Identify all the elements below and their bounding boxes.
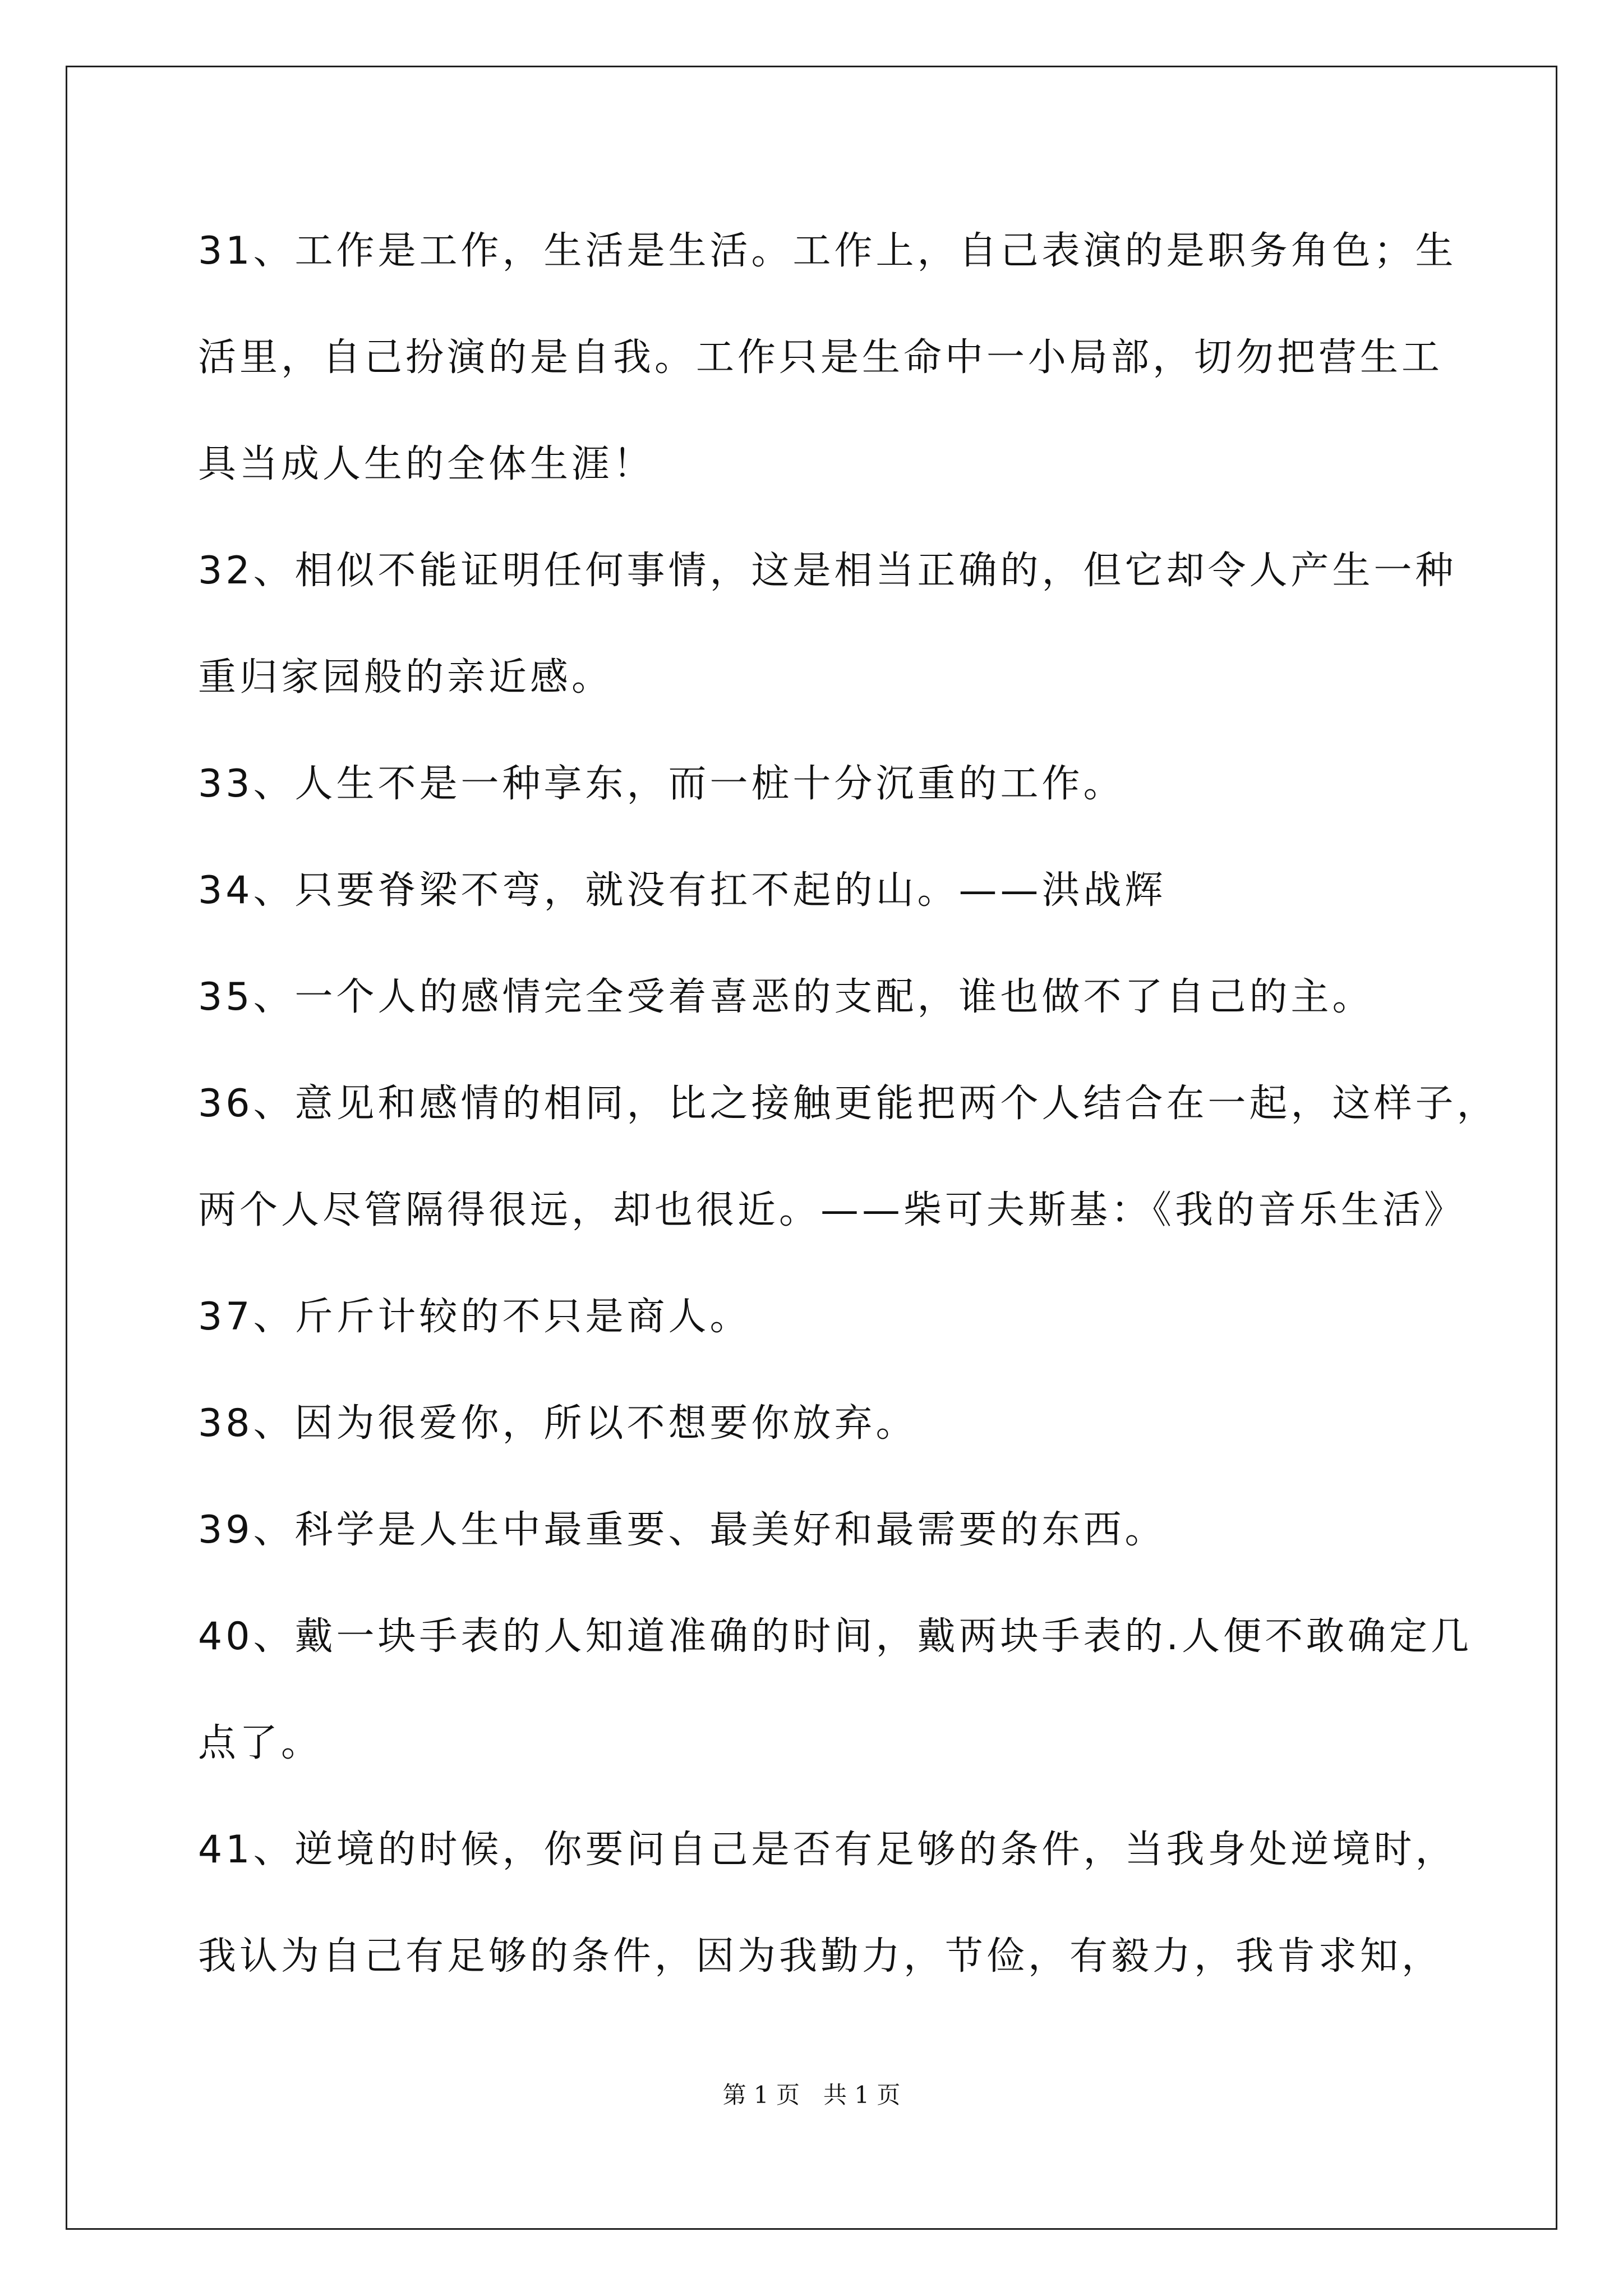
text-line: 37、斤斤计较的不只是商人。 [198,1295,751,1339]
text-line: 41、逆境的时候，你要问自己是否有足够的条件，当我身处逆境时， [198,1828,1457,1872]
page-number: 第 1 页 共 1 页 [722,2081,901,2109]
text-line: 活里，自己扮演的是自我。工作只是生命中一小局部，切勿把营生工 [198,335,1444,380]
text-line: 点了。 [198,1721,323,1765]
text-line: 我认为自己有足够的条件，因为我勤力，节俭，有毅力，我肯求知， [198,1934,1444,1978]
text-line: 32、相似不能证明任何事情，这是相当正确的，但它却令人产生一种 [198,549,1457,593]
text-line: 35、一个人的感情完全受着喜恶的支配，谁也做不了自己的主。 [198,975,1374,1019]
text-line: 31、工作是工作，生活是生活。工作上，自己表演的是职务角色；生 [198,229,1457,273]
text-line: 具当成人生的全体生涯！ [198,442,655,486]
page-border [66,66,1557,2230]
text-line: 39、科学是人生中最重要、最美好和最需要的东西。 [198,1508,1166,1552]
text-line: 34、只要脊梁不弯，就没有扛不起的山。——洪战辉 [198,868,1166,913]
text-line: 40、戴一块手表的人知道准确的时间，戴两块手表的.人便不敢确定几 [198,1614,1473,1659]
text-line: 36、意见和感情的相同，比之接触更能把两个人结合在一起，这样子， [198,1082,1498,1126]
text-line: 33、人生不是一种享东，而一桩十分沉重的工作。 [198,762,1125,806]
text-line: 两个人尽管隔得很远，却也很近。——柴可夫斯基：《我的音乐生活》 [198,1188,1466,1232]
text-line: 重归家园般的亲近感。 [198,655,614,700]
text-line: 38、因为很爱你，所以不想要你放弃。 [198,1401,917,1446]
